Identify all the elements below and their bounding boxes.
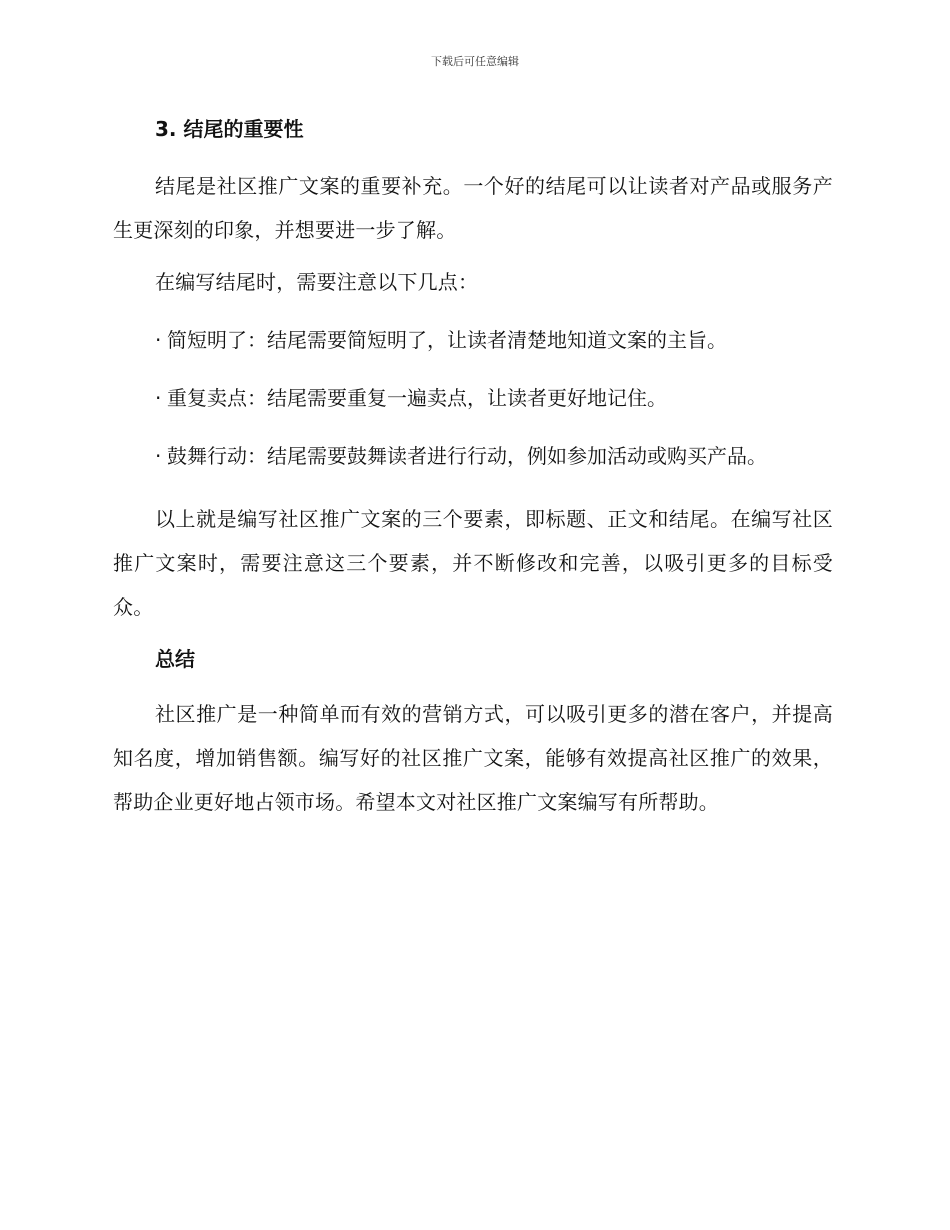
bullet-item: [113, 381, 833, 415]
page-header: 下载后可任意编辑: [431, 55, 519, 68]
document-body: [113, 112, 833, 837]
bullet-text: 重复卖点：结尾需要重复一遍卖点，让读者更好地记住。: [167, 386, 667, 410]
bullet-dot: ·: [155, 444, 162, 468]
summary-heading: 总结: [155, 647, 195, 671]
section-intro-paragraph: 结尾是社区推广文案的重要补充。一个好的结尾可以让读者对产品或服务产生更深刻的印象，并想要进一步了解。: [113, 174, 833, 242]
bullet-item: [113, 439, 833, 473]
bullet-dot: ·: [155, 386, 162, 410]
closing-paragraph: 以上就是编写社区推广文案的三个要素，即标题、正文和结尾。在编写社区推广文案时，需要注意这三个要素，并不断修改和完善，以吸引更多的目标受众。: [113, 507, 833, 619]
summary-paragraph: 社区推广是一种简单而有效的营销方式，可以吸引更多的潜在客户，并提高知名度，增加销售额。编写好的社区推广文案，能够有效提高社区推广的效果，帮助企业更好地占领市场。希望本文对社区推广文案编写有所帮助。: [113, 702, 833, 814]
bullet-item: [113, 323, 833, 357]
bullet-text: 简短明了：结尾需要简短明了，让读者清楚地知道文案的主旨。: [167, 328, 727, 352]
section-lead-paragraph: 在编写结尾时，需要注意以下几点：: [155, 270, 479, 294]
section-heading: 3. 结尾的重要性: [155, 117, 304, 141]
bullet-dot: ·: [155, 328, 162, 352]
bullet-text: 鼓舞行动：结尾需要鼓舞读者进行行动，例如参加活动或购买产品。: [167, 444, 767, 468]
